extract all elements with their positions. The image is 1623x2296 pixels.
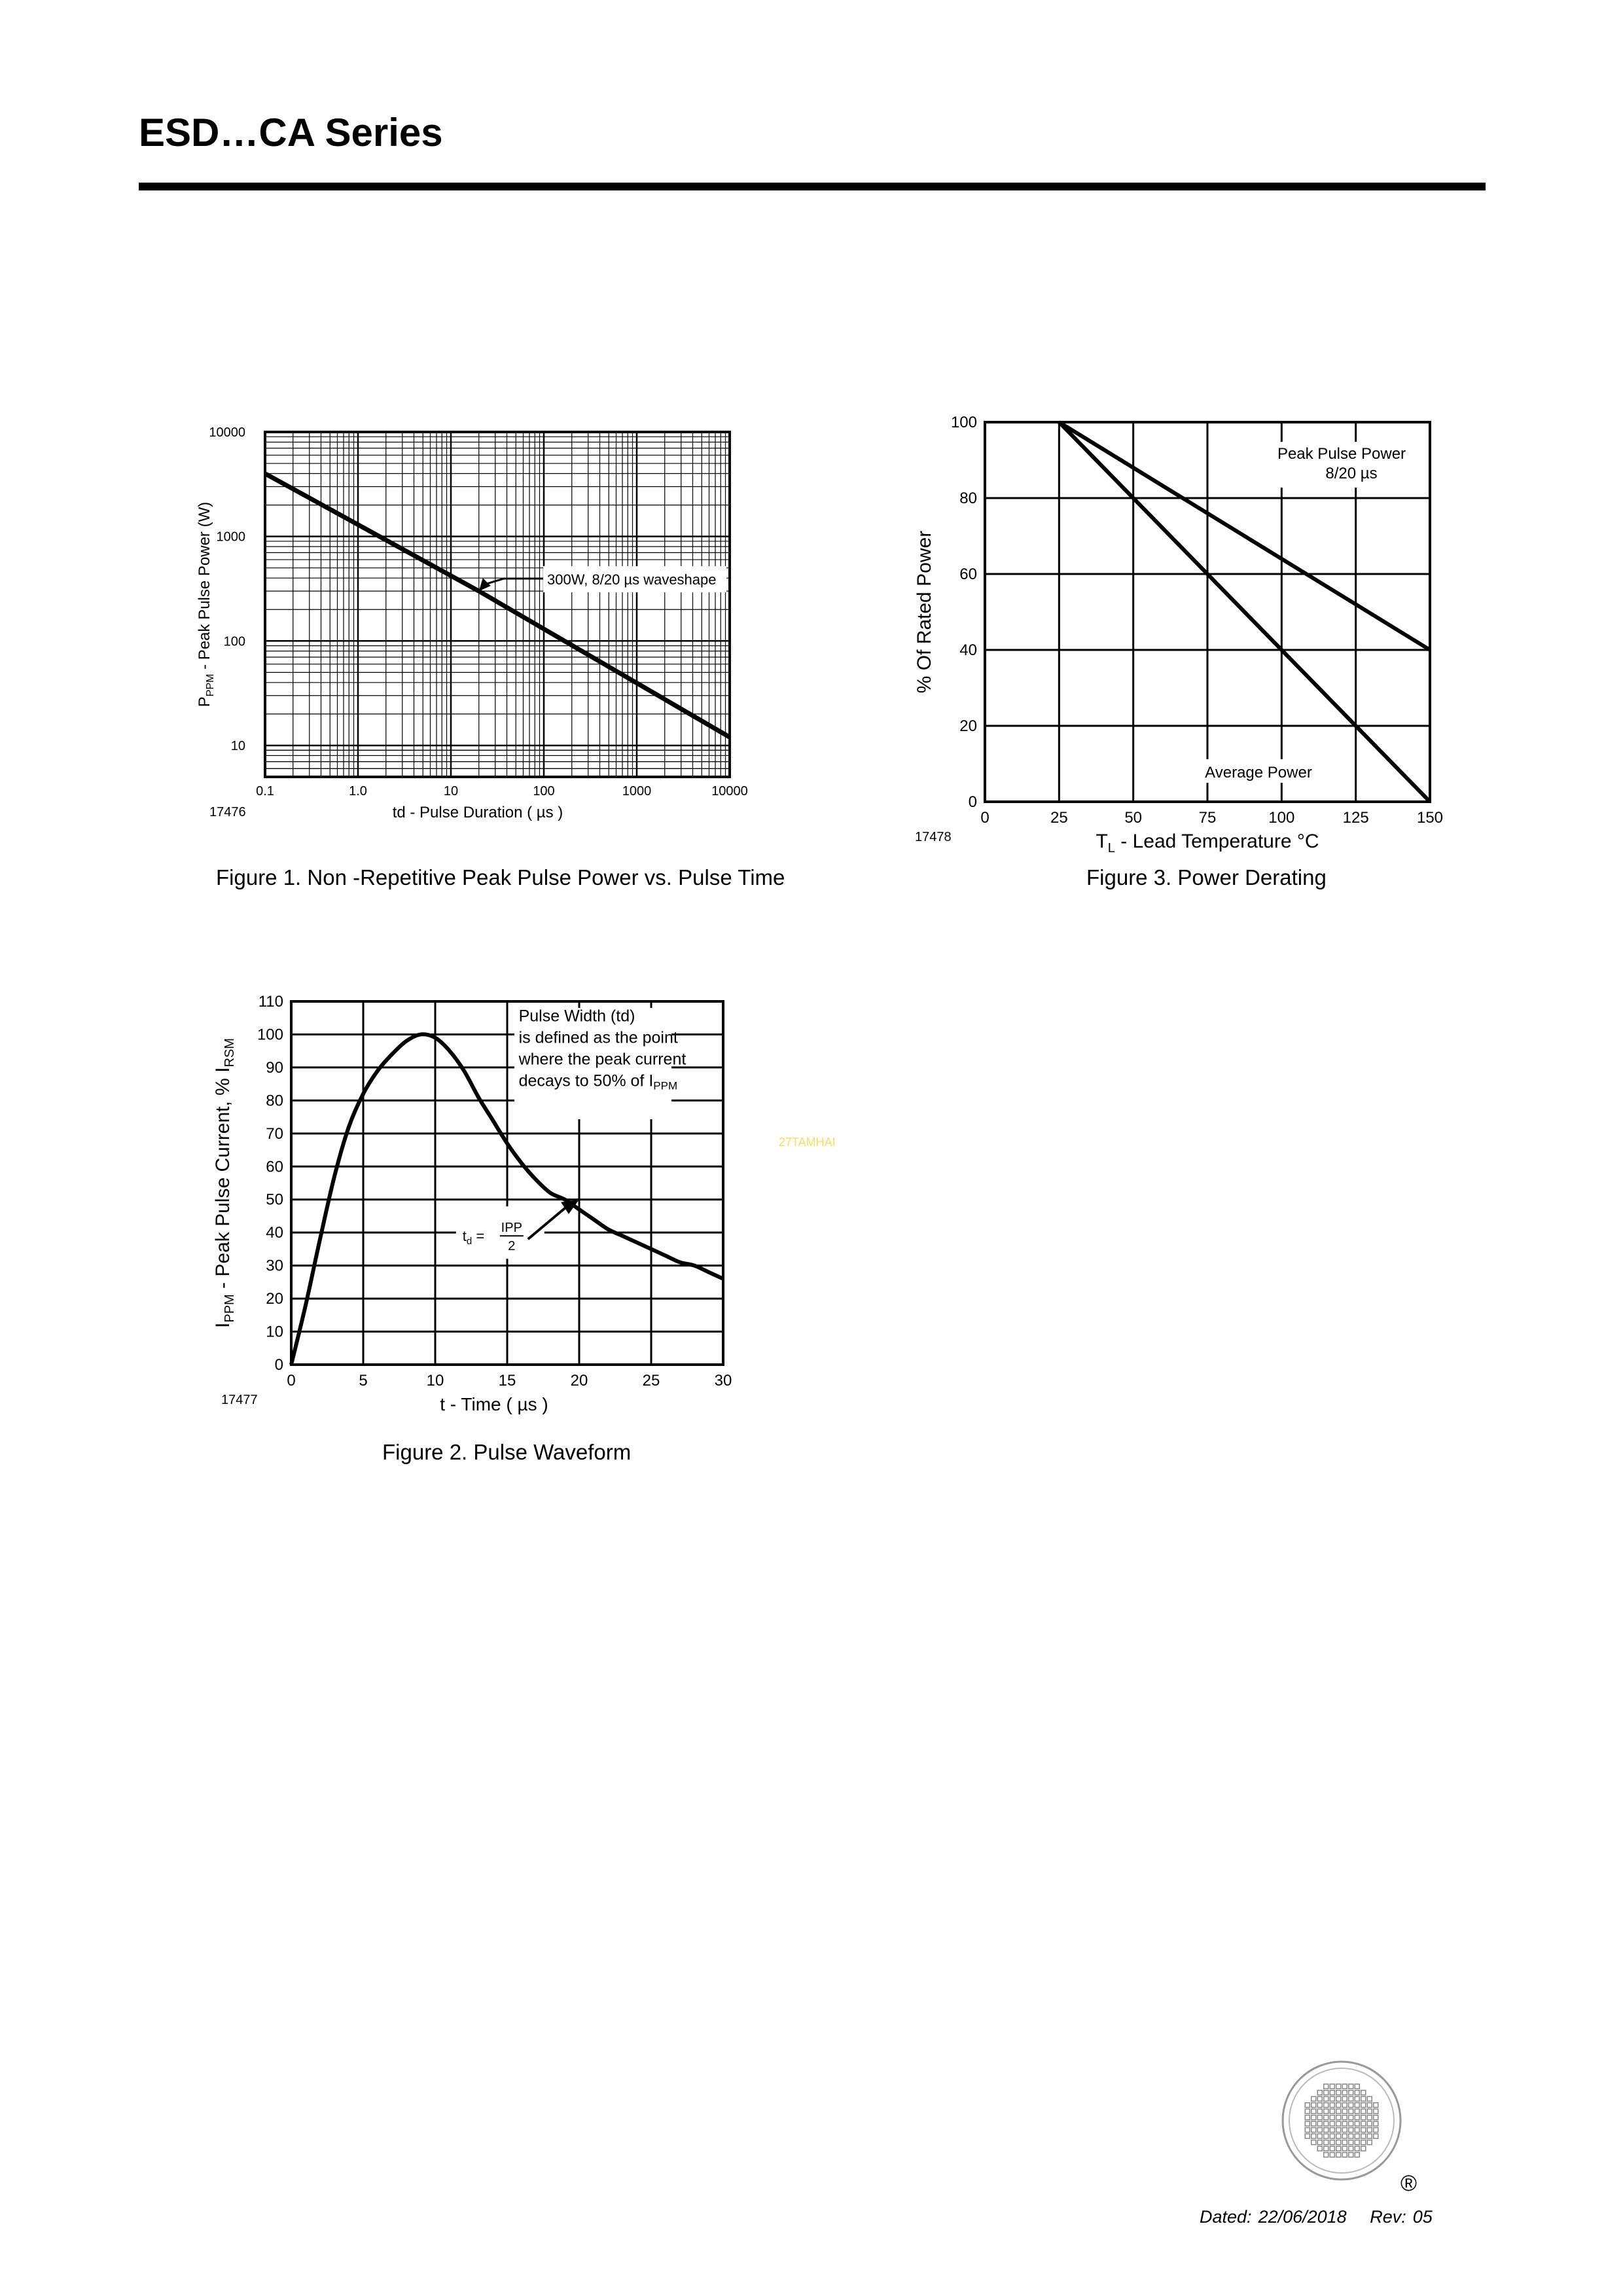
fig1-x-tick-label: 0.1: [256, 784, 274, 798]
logo-grid-cell: [1317, 2096, 1322, 2101]
fig2-y-tick-label: 100: [257, 1026, 283, 1044]
logo-grid-cell: [1342, 2121, 1347, 2126]
company-logo: [1276, 2055, 1418, 2196]
fig2-y-tick-label: 50: [266, 1191, 283, 1209]
fig2-td-numerator: IPP: [501, 1221, 522, 1236]
figure-1-chart: [190, 419, 779, 851]
logo-grid-cell: [1374, 2115, 1378, 2120]
logo-grid-cell: [1317, 2103, 1322, 2108]
logo-grid-cell: [1336, 2153, 1341, 2157]
logo-grid-cell: [1342, 2140, 1347, 2145]
logo-grid-cell: [1324, 2128, 1329, 2132]
fig1-x-tick-label: 10000: [711, 784, 748, 798]
fig1-x-tick-label: 1.0: [349, 784, 367, 798]
fig3-x-tick-label: 100: [1268, 809, 1295, 827]
logo-grid-cell: [1361, 2128, 1366, 2132]
logo-grid-cell: [1342, 2115, 1347, 2120]
logo-grid-cell: [1305, 2121, 1310, 2126]
footer-date-rev: [1200, 2207, 1451, 2227]
fig2-x-tick-label: 10: [426, 1372, 444, 1390]
logo-grid-cell: [1349, 2103, 1353, 2108]
logo-grid-cell: [1367, 2121, 1372, 2126]
fig1-x-tick-label: 100: [533, 784, 555, 798]
fig3-y-tick-label: 0: [968, 793, 977, 811]
fig2-x-tick-label: 30: [714, 1372, 732, 1390]
logo-grid-cell: [1336, 2115, 1341, 2120]
logo-grid-cell: [1349, 2109, 1353, 2113]
logo-grid-cell: [1317, 2146, 1322, 2151]
logo-grid-cell: [1361, 2090, 1366, 2095]
logo-grid-cell: [1349, 2096, 1353, 2101]
fig3-x-axis-label: $T_L$ - Lead Temperature °C: [1096, 831, 1319, 855]
logo-grid-cell: [1330, 2084, 1334, 2089]
logo-grid-cell: [1342, 2109, 1347, 2113]
watermark-text: 27TAMHAI: [779, 1136, 836, 1149]
rev-label-group: [1370, 2207, 1433, 2227]
logo-grid-cell: [1305, 2128, 1310, 2132]
logo-grid-cell: [1311, 2128, 1316, 2132]
fig3-y-tick-label: 80: [959, 490, 977, 507]
logo-grid-cell: [1374, 2103, 1378, 2108]
logo-grid-cell: [1349, 2153, 1353, 2157]
logo-grid-cell: [1305, 2115, 1310, 2120]
registered-mark: ®: [1400, 2171, 1418, 2196]
logo-grid-cell: [1367, 2140, 1372, 2145]
logo-grid-cell: [1330, 2090, 1334, 2095]
logo-grid-cell: [1324, 2103, 1329, 2108]
logo-grid-cell: [1324, 2090, 1329, 2095]
logo-grid-cell: [1311, 2096, 1316, 2101]
logo-grid-cell: [1367, 2103, 1372, 2108]
logo-grid-cell: [1342, 2134, 1347, 2138]
logo-grid-cell: [1355, 2109, 1359, 2113]
logo-grid-cell: [1349, 2115, 1353, 2120]
logo-grid-cell: [1361, 2146, 1366, 2151]
dated-label: Dated:: [1200, 2207, 1252, 2227]
logo-grid-cell: [1355, 2153, 1359, 2157]
fig2-annotation-line: decays to 50% of $I_{PPM}$: [518, 1071, 678, 1092]
logo-grid-cell: [1330, 2109, 1334, 2113]
logo-grid-cell: [1367, 2134, 1372, 2138]
fig1-y-axis-label: $P_{PPM}$ - Peak Pulse Power (W): [196, 501, 216, 708]
fig2-y-axis-label: $I_{PPM}$ - Peak Pulse Current, % $I_{RSM}$: [212, 1038, 237, 1328]
fig3-y-tick-label: 100: [950, 414, 977, 431]
logo-grid-cell: [1342, 2096, 1347, 2101]
logo-grid-cell: [1361, 2140, 1366, 2145]
logo-grid-cell: [1311, 2103, 1316, 2108]
fig3-y-axis-label: % Of Rated Power: [914, 530, 935, 694]
logo-grid-cell: [1324, 2115, 1329, 2120]
title-rule: [139, 183, 1486, 190]
figure-3-caption: Figure 3. Power Derating: [1086, 865, 1327, 889]
fig2-td-label: $t_d$ =: [462, 1228, 485, 1247]
fig2-y-tick-label: 0: [274, 1356, 283, 1374]
fig3-series-label-peak: Peak Pulse Power: [1277, 445, 1406, 463]
logo-grid-cell: [1336, 2121, 1341, 2126]
logo-grid-cell: [1355, 2103, 1359, 2108]
fig1-annotation-arrowhead: [479, 578, 491, 591]
logo-grid-cell: [1349, 2140, 1353, 2145]
logo-grid-cell: [1336, 2084, 1341, 2089]
logo-grid-cell: [1336, 2096, 1341, 2101]
logo-grid-cell: [1330, 2146, 1334, 2151]
logo-grid-cell: [1336, 2146, 1341, 2151]
fig3-x-tick-label: 50: [1124, 809, 1143, 827]
fig2-y-tick-label: 30: [266, 1257, 283, 1275]
logo-grid-cell: [1324, 2109, 1329, 2113]
fig2-x-tick-label: 15: [498, 1372, 516, 1390]
fig2-y-tick-label: 90: [266, 1058, 283, 1077]
fig1-x-axis-label: td - Pulse Duration ( µs ): [392, 804, 563, 821]
fig2-annotation-line: where the peak current: [518, 1050, 687, 1069]
fig1-annotation-leader: [484, 579, 543, 584]
logo-grid-cell: [1305, 2109, 1310, 2113]
logo-grid-cell: [1336, 2128, 1341, 2132]
logo-grid-cell: [1336, 2134, 1341, 2138]
fig2-y-tick-label: 10: [266, 1323, 283, 1341]
logo-grid-cell: [1374, 2109, 1378, 2113]
fig2-td-label-bg: [456, 1206, 544, 1259]
page-title: ESD…CA Series: [139, 111, 443, 154]
fig1-figure-code: 17476: [209, 805, 246, 819]
fig3-y-tick-label: 40: [959, 641, 977, 659]
fig2-td-denominator: 2: [508, 1239, 516, 1254]
figure-1-caption: Figure 1. Non -Repetitive Peak Pulse Power vs. Pulse Time: [216, 865, 785, 889]
logo-grid-cell: [1330, 2103, 1334, 2108]
figure-2-chart: [209, 982, 772, 1427]
fig1-y-tick-label: 1000: [216, 529, 245, 545]
logo-grid-cell: [1317, 2134, 1322, 2138]
logo-grid-cell: [1324, 2153, 1329, 2157]
fig3-x-tick-label: 25: [1050, 809, 1068, 827]
logo-grid-cell: [1311, 2140, 1316, 2145]
logo-grid-cell: [1330, 2140, 1334, 2145]
fig3-y-tick-label: 20: [959, 717, 977, 735]
logo-grid-cell: [1361, 2134, 1366, 2138]
logo-grid-cell: [1342, 2103, 1347, 2108]
fig3-x-tick-label: 0: [980, 809, 990, 827]
logo-grid-cell: [1311, 2121, 1316, 2126]
logo-grid-cell: [1324, 2084, 1329, 2089]
logo-grid-cell: [1361, 2103, 1366, 2108]
logo-grid-cell: [1374, 2128, 1378, 2132]
logo-grid-cell: [1330, 2153, 1334, 2157]
logo-grid-cell: [1342, 2146, 1347, 2151]
logo-grid-cell: [1317, 2115, 1322, 2120]
fig1-y-tick-label: 10: [230, 738, 245, 753]
logo-grid-cell: [1349, 2146, 1353, 2151]
logo-grid-cell: [1361, 2096, 1366, 2101]
logo-grid-cell: [1317, 2109, 1322, 2113]
logo-grid-cell: [1324, 2134, 1329, 2138]
logo-grid-cell: [1349, 2121, 1353, 2126]
fig2-x-tick-label: 0: [287, 1372, 296, 1390]
logo-grid-cell: [1349, 2084, 1353, 2089]
fig2-x-tick-label: 25: [642, 1372, 660, 1390]
logo-grid-cell: [1355, 2090, 1359, 2095]
logo-grid-cell: [1317, 2140, 1322, 2145]
fig3-x-tick-label: 75: [1198, 809, 1217, 827]
figure-2-caption: Figure 2. Pulse Waveform: [382, 1440, 632, 1464]
logo-grid-cell: [1324, 2140, 1329, 2145]
logo-grid-cell: [1317, 2121, 1322, 2126]
logo-grid-cell: [1324, 2121, 1329, 2126]
fig3-y-tick-label: 60: [959, 565, 977, 583]
logo-grid-cell: [1355, 2084, 1359, 2089]
fig2-x-tick-label: 20: [570, 1372, 588, 1390]
logo-grid-cell: [1349, 2090, 1353, 2095]
logo-grid-cell: [1367, 2115, 1372, 2120]
date-value: 22/06/2018: [1258, 2207, 1347, 2227]
figure-3-chart: [890, 409, 1466, 854]
fig2-x-tick-label: 5: [359, 1372, 368, 1390]
logo-grid-cell: [1361, 2115, 1366, 2120]
logo-grid-cell: [1324, 2146, 1329, 2151]
fig3-figure-code: 17478: [915, 830, 952, 844]
logo-grid-cell: [1305, 2134, 1310, 2138]
logo-grid-cell: [1374, 2121, 1378, 2126]
logo-grid-cell: [1336, 2103, 1341, 2108]
fig2-y-tick-label: 20: [266, 1290, 283, 1308]
logo-grid-cell: [1330, 2134, 1334, 2138]
fig3-x-tick-label: 150: [1416, 809, 1444, 827]
fig2-annotation-line: Pulse Width (td): [518, 1007, 635, 1026]
logo-grid-cell: [1311, 2109, 1316, 2113]
fig2-y-tick-label: 80: [266, 1092, 283, 1110]
rev-value: 05: [1412, 2207, 1433, 2227]
fig1-y-tick-label: 10000: [209, 425, 245, 440]
logo-grid-cell: [1355, 2146, 1359, 2151]
logo-grid-cell: [1336, 2090, 1341, 2095]
logo-grid-cell: [1330, 2121, 1334, 2126]
fig3-series-label-peak-2: 8/20 µs: [1325, 465, 1378, 482]
logo-grid-cell: [1355, 2096, 1359, 2101]
logo-grid-cell: [1311, 2115, 1316, 2120]
logo-grid-cell: [1361, 2109, 1366, 2113]
fig2-annotation-line: is defined as the point: [518, 1028, 678, 1047]
logo-grid-cell: [1324, 2096, 1329, 2101]
logo-grid-cell: [1355, 2140, 1359, 2145]
fig2-y-tick-label: 70: [266, 1124, 283, 1143]
fig2-y-tick-label: 40: [266, 1224, 283, 1242]
fig2-figure-code: 17477: [221, 1393, 258, 1407]
logo-grid-cell: [1311, 2134, 1316, 2138]
logo-grid-cell: [1349, 2128, 1353, 2132]
logo-grid-cell: [1355, 2115, 1359, 2120]
logo-grid-cell: [1336, 2140, 1341, 2145]
fig1-x-tick-label: 10: [443, 784, 459, 798]
logo-grid-cell: [1349, 2134, 1353, 2138]
logo-grid-cell: [1367, 2128, 1372, 2132]
logo-grid-cell: [1342, 2090, 1347, 2095]
logo-grid-cell: [1355, 2128, 1359, 2132]
logo-grid-cell: [1367, 2109, 1372, 2113]
logo-grid-cell: [1330, 2096, 1334, 2101]
fig2-x-axis-label: t - Time ( µs ): [440, 1394, 548, 1414]
logo-grid-cell: [1305, 2103, 1310, 2108]
logo-grid-cell: [1342, 2084, 1347, 2089]
fig1-x-tick-label: 1000: [622, 784, 652, 798]
logo-grid-cell: [1342, 2128, 1347, 2132]
fig3-series-label-average: Average Power: [1205, 764, 1312, 781]
logo-grid-cell: [1342, 2153, 1347, 2157]
logo-grid-cell: [1374, 2134, 1378, 2138]
fig3-x-tick-label: 125: [1342, 809, 1369, 827]
logo-grid-cell: [1330, 2128, 1334, 2132]
dated-label-group: [1200, 2207, 1347, 2227]
fig1-annotation-text: 300W, 8/20 µs waveshape: [547, 571, 717, 588]
logo-grid-cell: [1355, 2121, 1359, 2126]
fig1-series-line: [265, 474, 730, 738]
fig1-y-tick-label: 100: [223, 634, 245, 649]
rev-label: Rev:: [1370, 2207, 1406, 2227]
fig2-y-tick-label: 110: [258, 993, 283, 1011]
logo-grid-cell: [1330, 2115, 1334, 2120]
logo-grid-cell: [1361, 2121, 1366, 2126]
logo-grid-cell: [1317, 2128, 1322, 2132]
logo-grid-cell: [1355, 2134, 1359, 2138]
logo-grid-cell: [1336, 2109, 1341, 2113]
fig2-y-tick-label: 60: [266, 1158, 283, 1176]
logo-grid-cell: [1317, 2090, 1322, 2095]
logo-grid-cell: [1367, 2096, 1372, 2101]
